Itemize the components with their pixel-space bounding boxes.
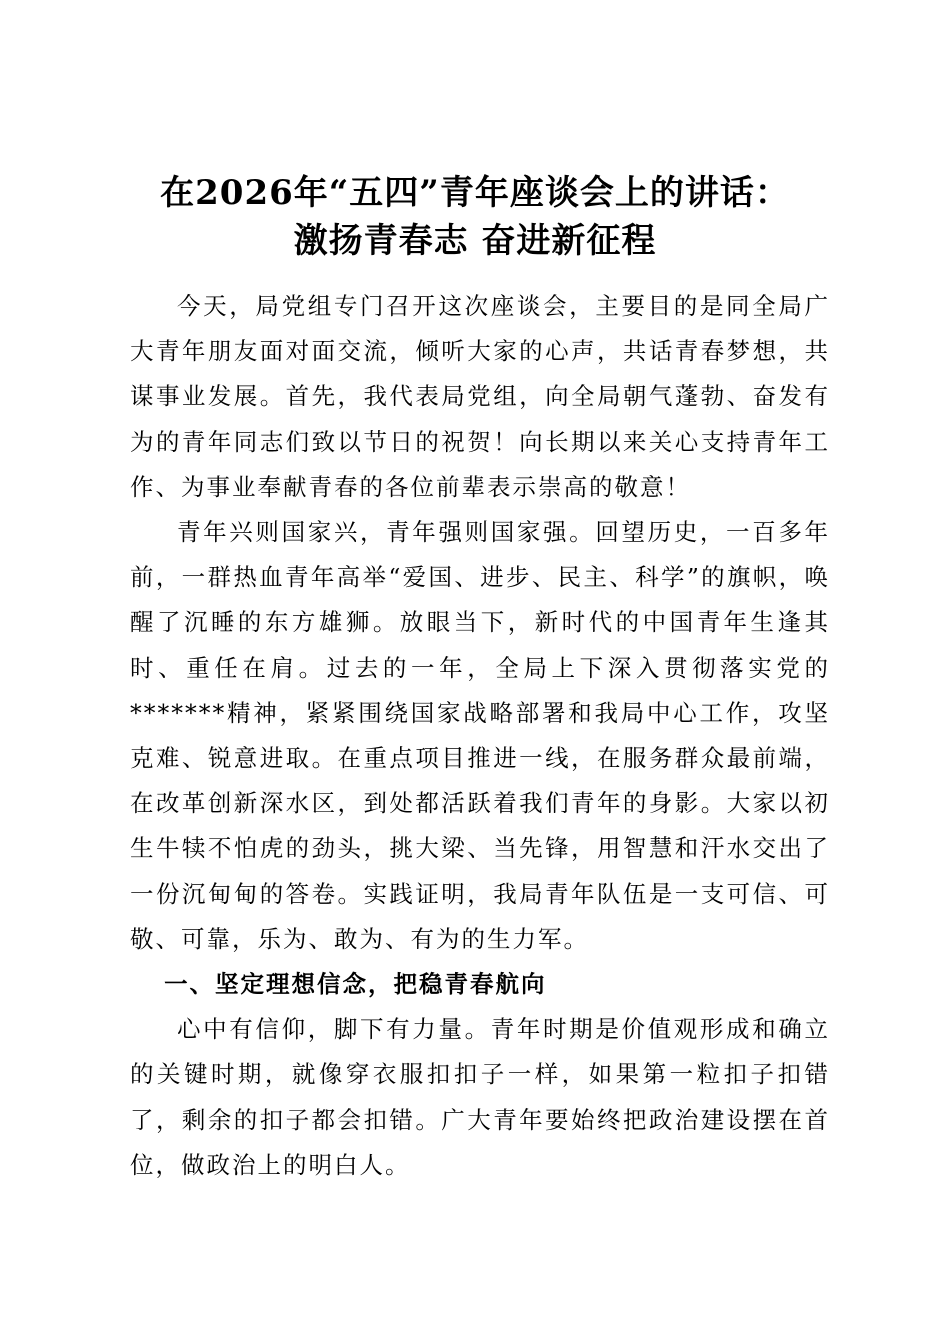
section-paragraph: 心中有信仰，脚下有力量。青年时期是价值观形成和确立的关键时期，就像穿衣服扣扣子一样，如果第一粒扣子扣错了，剩余的扣子都会扣错。广大青年要始终把政治建设摆在首位，做政治上的明白人。 xyxy=(130,1015,830,1179)
document-title-line-1: 在2026年“五四”青年座谈会上的讲话： xyxy=(160,173,790,213)
body-paragraph-2: 青年兴则国家兴，青年强则国家强。回望历史，一百多年前，一群热血青年高举“爱国、进步、民主、科学”的旗帜，唤醒了沉睡的东方雄狮。放眼当下，新时代的中国青年生逢其时、重任在肩。过去的一年，全局上下深入贯彻落实党的*******精神，紧紧围绕国家战略部署和我局中心工作，攻坚克难、锐意进取。在重点项目推进一线，在服务群众最前端，在改革创新深水区，到处都活跃着我们青年的身影。大家以初生牛犊不怕虎的劲头，挑大梁、当先锋，用智慧和汗水交出了一份沉甸甸的答卷。实践证明，我局青年队伍是一支可信、可敬、可靠，乐为、敢为、有为的生力军。 xyxy=(130,518,830,953)
body-paragraph-1: 今天，局党组专门召开这次座谈会，主要目的是同全局广大青年朋友面对面交流，倾听大家的心声，共话青春梦想，共谋事业发展。首先，我代表局党组，向全局朝气蓬勃、奋发有为的青年同志们致以节日的祝贺！向长期以来关心支持青年工作、为事业奉献青春的各位前辈表示崇高的敬意！ xyxy=(130,292,830,501)
document-body xyxy=(130,284,830,1188)
document-title-line-2: 激扬青春志 奋进新征程 xyxy=(293,221,657,261)
section-heading: 一、坚定理想信念，把稳青春航向 xyxy=(164,970,547,999)
